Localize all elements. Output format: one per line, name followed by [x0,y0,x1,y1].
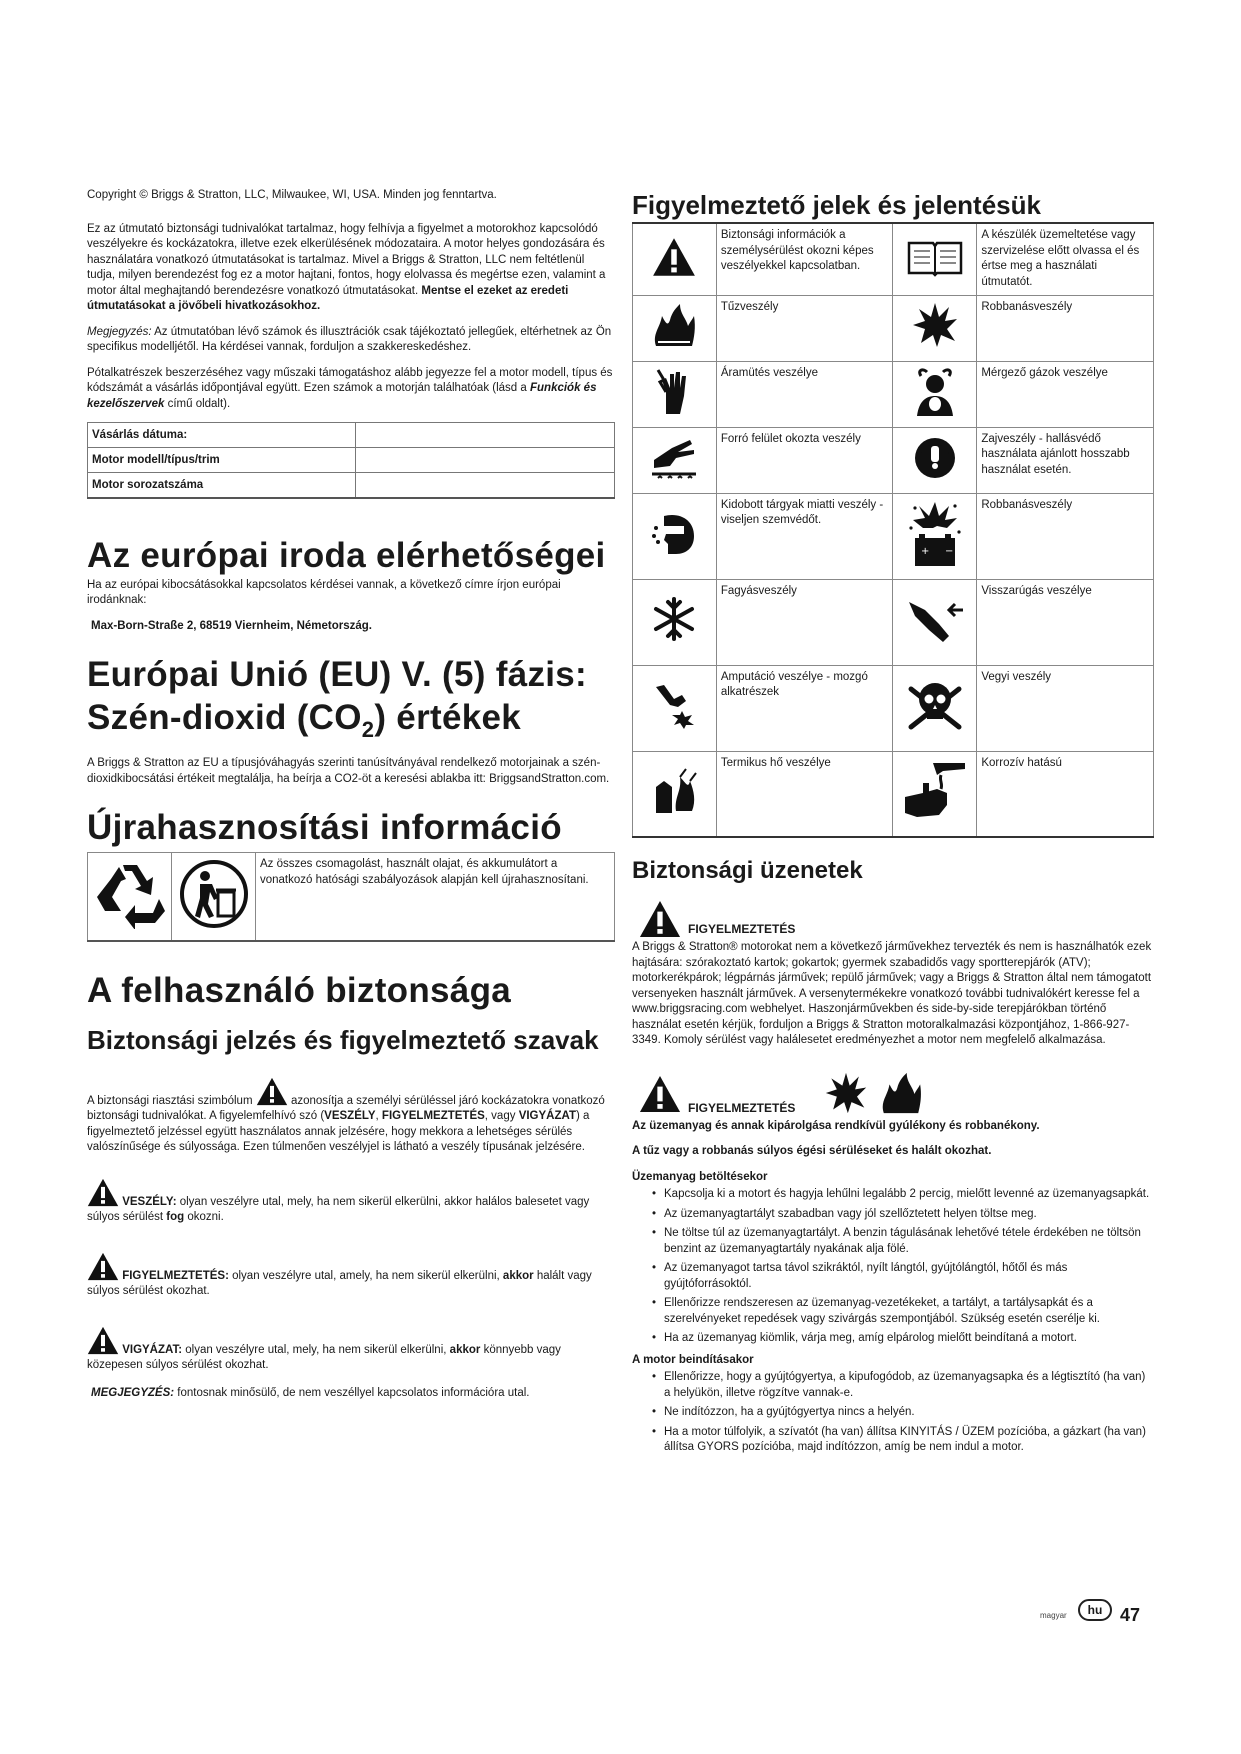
note-paragraph [87,325,615,356]
eu-title-part: Szén-dioxid (CO [87,698,362,737]
caution-label: VIGYÁZAT: [122,1343,183,1356]
parts-paragraph [87,366,615,413]
warning-definition [87,1252,615,1300]
eu-title-line1: Európai Unió (EU) V. (5) fázis: [87,655,588,694]
fueling-title: Üzemanyag betöltésekor [632,1170,768,1183]
warning-header-2 [632,1071,1154,1115]
battery-explosion-icon [907,498,963,568]
intro-text: Ez az útmutató biztonsági tudnivalókat tartalmaz, hogy felhívja a figyelmet a motorokhoz kapcsolódó veszélyekre és kockázatokra, illetve ezek elkerülésének módozataira. A motor helyes gondozására és használatára vonatkozó útmutatásokat is tartalmaz. Mivel a Briggs & Stratton, LLC nem feltétlenül tudja, milyen berendezést fog ez a motor hajtani, fontos, hogy elolvassa és megértse ezen, valamint a motor által meghajtandó berendezésre vonatkozó útmutatásokat. [87,222,606,297]
eu-title-line2 [87,697,615,750]
symbol-text: Mérgező gázok veszélye [977,361,1154,427]
symbols-table [632,222,1154,838]
footer-language: magyar [1040,1611,1067,1620]
warning-header-1 [632,900,1154,936]
serial-value[interactable] [356,473,615,498]
symbol-cell [633,427,717,493]
model-value[interactable] [356,448,615,473]
symbols-title: Figyelmeztető jelek és jelentésük [632,190,1041,220]
starting-list [632,1370,1154,1456]
list-item: • Az üzemanyagtartályt szabadban vagy jól szellőztetett helyen töltse meg. [632,1207,1154,1223]
symbol-cell [633,295,717,361]
symbol-cell [893,751,977,837]
hearing-protection-icon [913,432,957,482]
fueling-list [632,1187,1154,1347]
symbol-text: Fagyásveszély [716,579,893,665]
skull-crossbones-icon [903,677,967,733]
signal-words-title: Biztonsági jelzés és figyelmeztető szavak [87,1024,599,1055]
warning-triangle-icon [652,237,696,277]
fire-icon [878,1071,924,1115]
explosion-icon [911,301,959,349]
svg-text:−: − [944,546,954,558]
frost-icon [651,596,697,642]
purchase-date-label: Vásárlás dátuma: [88,423,356,448]
symbol-text: Kidobott tárgyak miatti veszély - viseljen szemvédőt. [716,493,893,579]
intro-paragraph [87,222,615,315]
symbol-cell [633,223,717,295]
symbol-text: Termikus hő veszélye [716,751,893,837]
recycle-title: Újrahasznosítási információ [87,808,562,847]
explosion-icon [824,1071,868,1115]
danger-label: VESZÉLY: [122,1195,177,1208]
manual-book-icon [905,237,965,277]
toxic-gas-icon [911,366,959,416]
list-item: • Ha az üzemanyag kiömlik, várja meg, amíg elpárolog mielőtt beindítaná a motort. [632,1331,1154,1347]
right-column [632,190,1154,1460]
symbol-cell [893,295,977,361]
eu-title-sub: 2 [361,717,375,742]
list-item: • Ellenőrizze rendszeresen az üzemanyag-vezetékeket, a tartályt, a tartálysapkát és a szerelvényeket repedések vagy szivárgás szempontjából. Szükség esetén cserélje ki. [632,1296,1154,1327]
signal-paragraph: A biztonsági riasztási szimbólum azonosítja a személyi sérüléssel járó kockázatokra vonatkozó biztonsági tudnivalókat. A figyelemfelhívó szó (VESZÉLY, FIGYELMEZTETÉS, vagy VIGYÁZAT) a figyelmeztető jelzéssel együtt használatos annak jelzésére, hogy mekkora a lehetséges sérülés valószínűsége és súlyossága. Ezen túlmenően veszélyjel is látható a veszély típusának jelzésére. [87,1077,615,1156]
model-label: Motor modell/típus/trim [88,448,356,473]
parts-end: című oldalt). [167,397,231,410]
caution-definition [87,1326,615,1374]
page-footer [1040,1595,1160,1631]
list-item: • Kapcsolja ki a motort és hagyja lehűlni legalább 2 percig, mielőtt levenné az üzemanyagsapkát. [632,1187,1154,1203]
danger-definition [87,1178,615,1226]
list-item: • Az üzemanyagot tartsa távol szikráktól, nyílt lángtól, gyújtólángtól, hőtől és más gyújtóforrásoktól. [632,1261,1154,1292]
user-safety-title: A felhasználó biztonsága [87,970,512,1010]
table-row [633,295,1154,361]
symbol-cell [633,579,717,665]
word-warning: FIGYELMEZTETÉS [381,1110,485,1122]
warning-line-2: A tűz vagy a robbanás súlyos égési sérüléseket és halált okozhat. [632,1145,992,1157]
recycle-text: Az összes csomagolást, használt olajat, és akkumulátort a vonatkozó hatósági szabályozások alapján kell újrahasznosítani. [256,853,615,941]
list-item: • Ne indítózzon, ha a gyújtógyertya nincs a helyén. [632,1405,1154,1421]
caution-text: olyan veszélyre utal, mely, ha nem sikerül elkerülni, [185,1343,447,1356]
symbol-text: Zajveszély - hallásvédő használata ajánlott hosszabb használat esetén. [977,427,1154,493]
symbol-cell [893,427,977,493]
signal-text-c: , vagy [484,1110,516,1122]
table-row [88,423,615,448]
notice-text: fontosnak minősülő, de nem veszéllyel kapcsolatos információra utal. [177,1386,530,1399]
table-row [633,493,1154,579]
signal-text-a: A biztonsági riasztási szimbólum [87,1094,253,1107]
warning-triangle-icon [638,1075,682,1113]
symbol-cell [633,751,717,837]
symbol-cell [633,361,717,427]
parts-text: Pótalkatrészek beszerzéséhez vagy műszaki támogatáshoz alább jegyezze fel a motor modell, típus és kódszámát a vásárlás időpontjával együtt. Ezen számok a motorján találhatóak (lásd a [87,366,613,394]
list-item: • Ne töltse túl az üzemanyagtartályt. A benzin tágulásának lehetővé tétele érdekében ne töltsön benzint az üzemanyagtartály nyakának alja fölé. [632,1226,1154,1257]
symbol-text: Áramütés veszélye [716,361,893,427]
recycle-icon-cell [88,853,172,941]
table-row [633,579,1154,665]
danger-text-end: okozni. [187,1211,224,1223]
table-row [88,448,615,473]
note-text: Az útmutatóban lévő számok és illusztrációk csak tájékoztató jellegűek, eltérhetnek az Ön specifikus modelljétől. Ha kérdései vannak, forduljon a szakkereskedéshez. [87,325,612,353]
symbol-text: A készülék üzemeltetése vagy szervizelése előtt olvassa el és értse meg a használati útmutatót. [977,223,1154,295]
recycle-icon [93,859,167,929]
symbol-text: Biztonsági információk a személysérülést okozni képes veszélyekkel kapcsolatban. [716,223,893,295]
list-item: • Ha a motor túlfolyik, a szívatót (ha van) állítsa KINYITÁS / ÜZEM pozícióba, a gázkart (ha van) állítsa GYORS pozícióba, majd indítózzon, amíg be nem indul a motor. [632,1425,1154,1456]
notice-definition [87,1386,615,1402]
caution-text-end: könnyebb vagy közepesen súlyos sérülést okozhat. [87,1343,561,1371]
symbol-cell [893,361,977,427]
list-item: • Ellenőrizze, hogy a gyújtógyertya, a kipufogódob, az üzemanyagsapka és a légtisztító (ha van) a helyükön, illetve rögzítve vannak-e. [632,1370,1154,1401]
warning-alert-icon [87,1252,119,1281]
language-badge: hu [1078,1599,1112,1621]
signal-text-b: azonosítja a személyi sérüléssel járó kockázatokra vonatkozó biztonsági tudnivalókat. A figyelemfelhívó szó ( [87,1094,605,1122]
hot-surface-icon [650,434,698,480]
signal-text-d: ) a figyelmeztető jelzéssel együtt használatos annak jelzésére, hogy mekkora a lehetséges sérülés valószínűsége és súlyossága. Ezen túlmenően veszélyjel is látható a veszély típusának jelzésére. [87,1110,590,1153]
symbol-text: Tűzveszély [716,295,893,361]
disposal-icon-cell [172,853,256,941]
serial-label: Motor sorozatszáma [88,473,356,498]
symbol-text: Robbanásveszély [977,295,1154,361]
fire-icon [650,302,698,348]
warning-label-1: FIGYELMEZTETÉS [688,922,796,936]
table-row [633,751,1154,837]
warning-text-end: halált vagy súlyos sérülést okozhat. [87,1269,592,1297]
symbol-cell [893,665,977,751]
symbol-cell [893,493,977,579]
notice-label: MEGJEGYZÉS: [91,1386,175,1399]
symbol-text: Visszarúgás veszélye [977,579,1154,665]
eu-text: A Briggs & Stratton az EU a típusjóváhagyás szerinti tanúsítványával rendelkező motorjainak a szén-dioxidkibocsátási értékeit megtalálja, ha beírja a CO2-öt a keresési ablakba itt: BriggsandStratton.com. [87,757,610,785]
parts-link[interactable]: Funkciók és kezelőszervek [87,382,597,410]
warning-label: FIGYELMEZTETÉS: [122,1269,229,1282]
electric-shock-icon [652,366,696,416]
purchase-info-table [87,422,615,499]
recycle-table [87,852,615,942]
thermal-heat-icon [650,767,698,815]
eu-title-end: ) értékek [374,698,522,737]
office-text: Ha az európai kibocsátásokkal kapcsolatos kérdései vannak, a következő címre írjon európai irodánknak: [87,578,561,606]
safety-messages-title: Biztonsági üzenetek [632,857,863,884]
warning-bold: akkor [502,1269,534,1282]
purchase-date-value[interactable] [356,423,615,448]
caution-bold: akkor [449,1343,481,1356]
symbol-text: Korrozív hatású [977,751,1154,837]
face-shield-icon [650,510,698,556]
table-row [88,473,615,498]
table-row [633,223,1154,295]
symbol-text: Robbanásveszély [977,493,1154,579]
symbol-text: Forró felület okozta veszély [716,427,893,493]
corrosion-icon [903,761,967,821]
page-number: 47 [1120,1605,1141,1625]
disposal-recycle-icon [178,858,250,930]
note-label: Megjegyzés: [87,325,152,338]
symbol-cell [893,223,977,295]
warning-triangle-icon [638,900,682,938]
office-title: Az európai iroda elérhetőségei [87,535,606,575]
symbol-cell [893,579,977,665]
danger-text: olyan veszélyre utal, mely, ha nem sikerül elkerülni, akkor halálos balesetet vagy súlyos sérülést [87,1195,590,1223]
kickback-icon [905,594,965,644]
copyright: Copyright © Briggs & Stratton, LLC, Milwaukee, WI, USA. Minden jog fenntartva. [87,189,497,201]
symbol-text: Amputáció veszélye - mozgó alkatrészek [716,665,893,751]
warning-line-1: Az üzemanyag és annak kipárolgása rendkívül gyúlékony és robbanékony. [632,1119,1040,1132]
symbol-cell [633,493,717,579]
word-danger: VESZÉLY [324,1110,376,1122]
warning-text-1: A Briggs & Stratton® motorokat nem a következő járművekhez tervezték és nem is használhatók ezek hajtására: szórakoztató kartok; gokartok; gyermek szabadidős vagy sportterepjárók (ATV); motorkerékpárok; légpárnás járművek; repülő járművek; vagy a Briggs & Stratton által nem támogatott versenyeken használt járművek. A versenytermékekre vonatkozó további tudnivalókért keresse fel a www.briggsracing.com webhelyet. Haszonjárművekben és side-by-side terepjárókban történő használat esetén kérjük, forduljon a Briggs & Stratton motoralkalmazási központjához, 1-866-927-3349. Komoly sérülést vagy halálesetet eredményezhet a motor nem megfelelő alkalmazása. [632,941,1152,1046]
word-caution: VIGYÁZAT [518,1110,576,1122]
table-row [633,361,1154,427]
warning-label-2: FIGYELMEZTETÉS [688,1100,796,1115]
amputation-icon [652,681,696,729]
symbol-text: Vegyi veszély [977,665,1154,751]
table-row [633,427,1154,493]
safety-alert-icon [256,1077,288,1106]
intro-bold: Mentse el ezeket az eredeti útmutatásokat a jövőbeli hivatkozásokhoz. [87,284,569,312]
starting-title: A motor beindításakor [632,1353,754,1366]
svg-text:+: + [920,546,930,558]
caution-alert-icon [87,1326,119,1355]
symbol-cell [633,665,717,751]
office-address: Max-Born-Straße 2, 68519 Viernheim, Németország. [91,619,373,632]
danger-alert-icon [87,1178,119,1207]
left-column [87,188,615,1411]
danger-bold: fog [166,1211,185,1223]
table-row [633,665,1154,751]
warning-text: olyan veszélyre utal, amely, ha nem sikerül elkerülni, [232,1269,500,1282]
